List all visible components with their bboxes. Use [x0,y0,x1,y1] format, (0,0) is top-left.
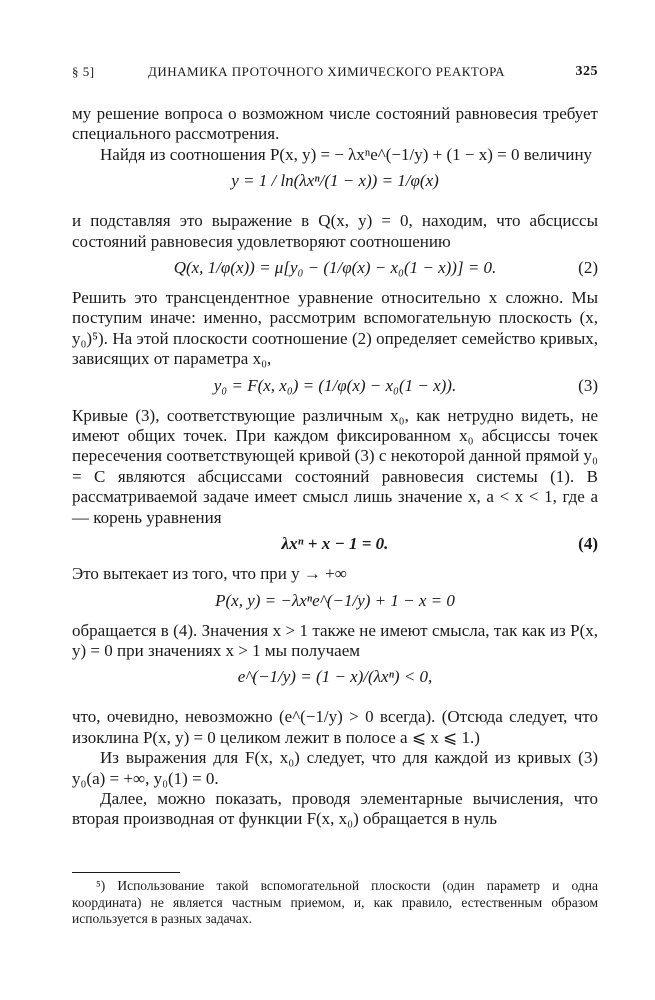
paragraph: му решение вопроса о возможном числе состояний равновесия требует специального рассмотрения. [72,104,598,144]
paragraph: Это вытекает из того, что при y → +∞ [72,564,347,584]
footnote-rule [72,872,180,873]
paragraph: обращается в (4). Значения x > 1 также не имеют смысла, так как из P(x, y) = 0 при значениях x > 1 мы получаем [72,620,598,660]
page-number: 325 [575,64,598,79]
footnote: ⁵) Использование такой вспомогательной плоскости (один параметр и одна координата) не является частным приемом, и, как правило, естественным образом используется в разных задачах. [72,878,598,926]
paragraph: Решить это трансцендентное уравнение относительно x сложно. Мы поступим иначе: именно, рассмотрим вспомогательную плоскость (x, y₀)⁵). На этой плоскости соотношение (2) определяет семейство кривых, зависящих от параметра x₀, [72,288,598,369]
main-text [72,104,598,830]
equation-formula: y = 1 / ln(λxⁿ/(1 − x)) = 1/φ(x) [231,171,439,191]
equation-y [72,171,598,205]
equation-number: (3) [578,375,598,395]
paragraph: Кривые (3), соответствующие различным x₀, как нетрудно видеть, не имеют общих точек. При каждом фиксированном x₀ абсциссы точек пересечения соответствующей кривой (3) с некоторой данной прямой y₀ = C являются абсциссами состояний равновесия системы (1). В рассматриваемой задаче имеет смысл лишь значение x, a < x < 1, где a — корень уравнения [72,405,598,527]
equation-number: (4) [578,534,598,554]
paragraph: что, очевидно, невозможно (e^(−1/y) > 0 всегда). (Отсюда следует, что изоклина P(x, y) = 0 целиком лежит в полосе a ⩽ x ⩽ 1.) [72,707,598,747]
equation-4 [72,534,598,558]
equation-e [72,667,598,701]
paragraph: Найдя из соотношения P(x, y) = − λxⁿe^(−1/y) + (1 − x) = 0 величину [100,144,593,164]
equation-number: (2) [578,258,598,278]
section-marker: § 5] [72,64,95,79]
equation-formula: Q(x, 1/φ(x)) = μ[y₀ − (1/φ(x) − x₀(1 − x))] = 0. [173,258,497,278]
equation-3 [72,376,598,400]
equation-formula: e^(−1/y) = (1 − x)/(λxⁿ) < 0, [237,667,433,687]
equation-formula: λxⁿ + x − 1 = 0. [281,534,389,554]
paragraph: Из выражения для F(x, x₀) следует, что для каждой из кривых (3) y₀(a) = +∞, y₀(1) = 0. [72,748,598,788]
equation-2 [72,258,598,282]
chapter-title: ДИНАМИКА ПРОТОЧНОГО ХИМИЧЕСКОГО РЕАКТОРА [148,64,506,79]
paragraph: и подставляя это выражение в Q(x, y) = 0, находим, что абсциссы состояний равновесия удовлетворяют соотношению [72,211,598,251]
equation-formula: P(x, y) = −λxⁿe^(−1/y) + 1 − x = 0 [215,590,455,610]
running-header [72,64,598,84]
paragraph: Далее, можно показать, проводя элементарные вычисления, что вторая производная от функции F(x, x₀) обращается в нуль [72,788,598,829]
equation-formula: y₀ = F(x, x₀) = (1/φ(x) − x₀(1 − x)). [213,375,457,395]
equation-p [72,591,598,615]
